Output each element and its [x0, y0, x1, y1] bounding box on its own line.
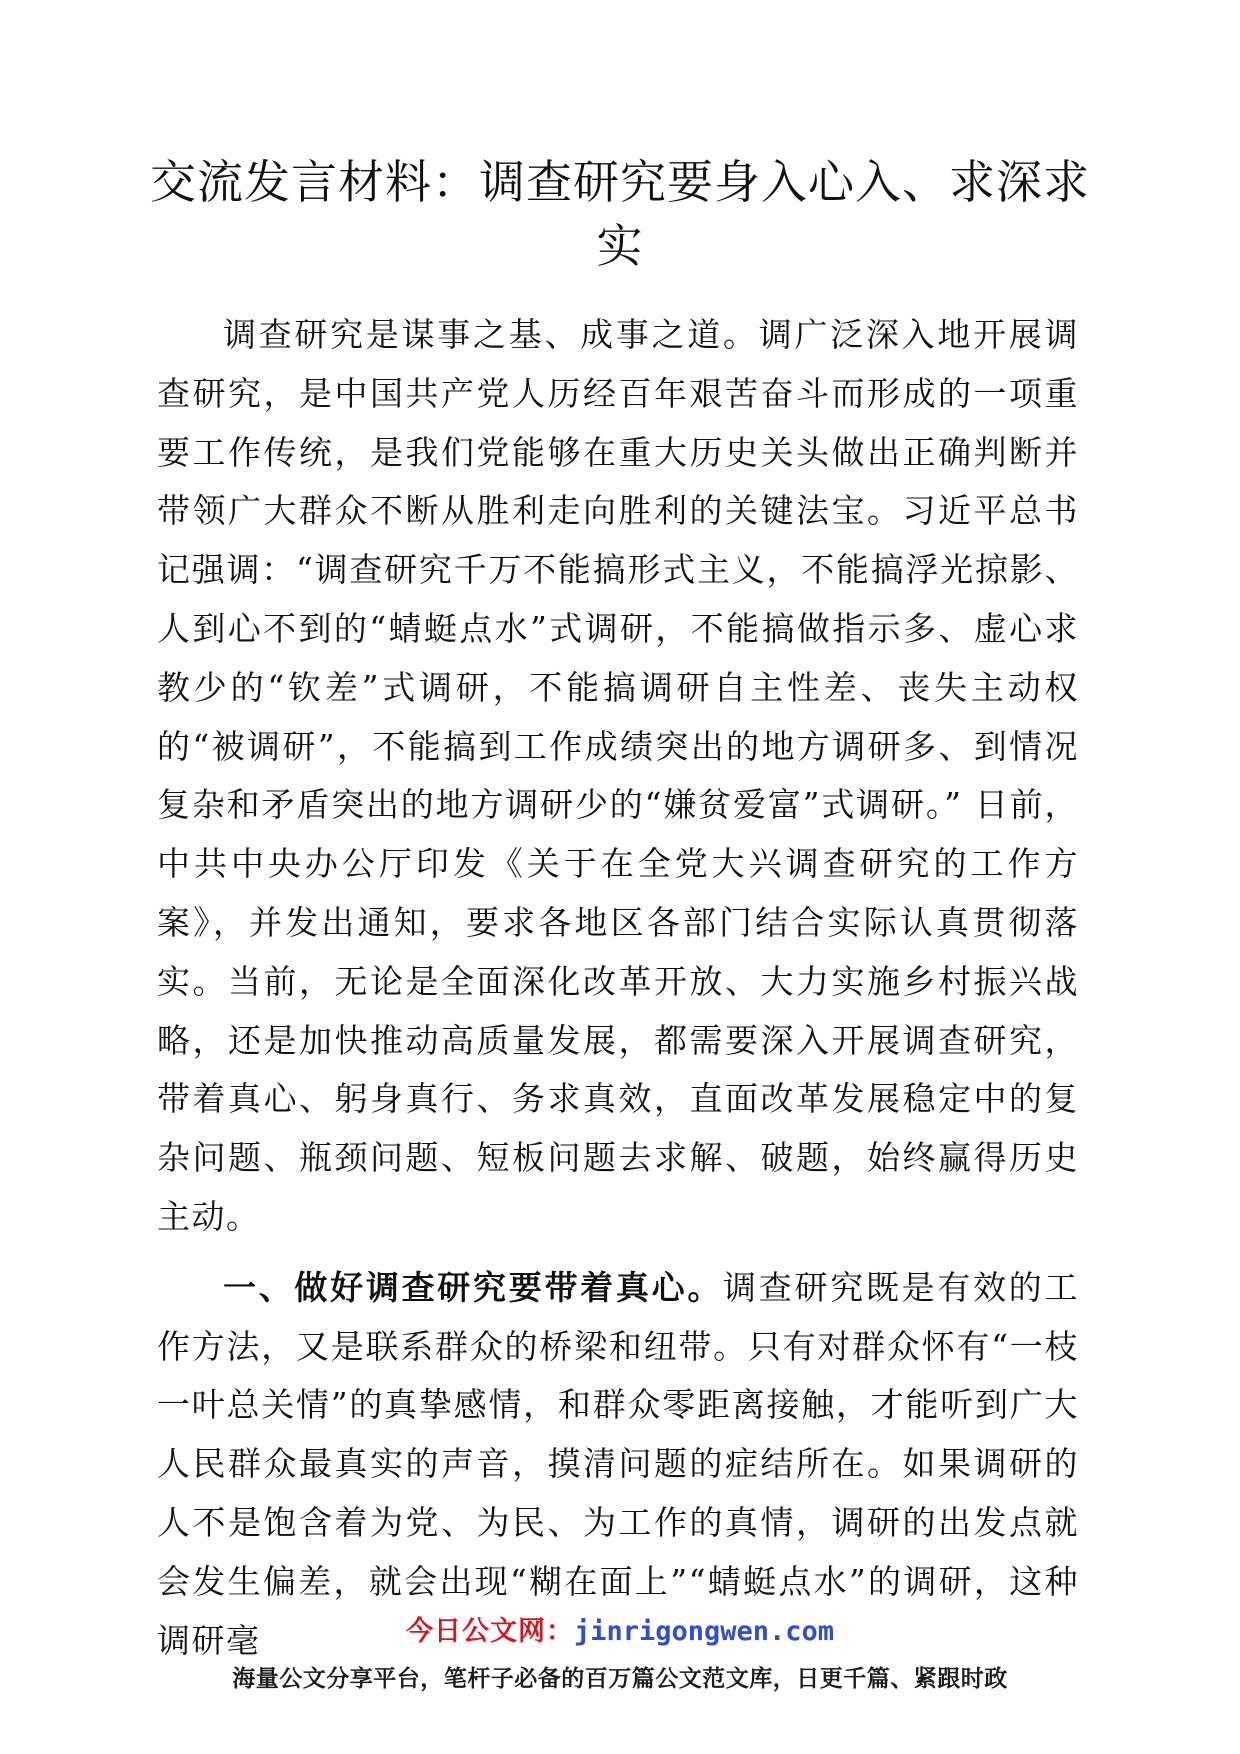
footer-site-line	[0, 1612, 1240, 1652]
footer-slogan: 海量公文分享平台，笔杆子必备的百万篇公文范文库，日更千篇、紧跟时政	[232, 1666, 1008, 1692]
section-one-text: 调查研究既是有效的工作方法，又是联系群众的桥梁和纽带。只有对群众怀有“一枝一叶总关情”的真挚感情，和群众零距离接触，才能听到广大人民群众最真实的声音，摸清问题的症结所在。如果调研的人不是饱含着为党、为民、为工作的真情，调研的出发点就会发生偏差，就会出现“糊在面上”“蜻蜓点水”的调研，这种调研毫	[157, 1267, 1080, 1660]
section-one-heading: 一、做好调查研究要带着真心。	[223, 1267, 724, 1307]
document-title: 交流发言材料：调查研究要身入心入、求深求实	[150, 155, 1090, 273]
paragraph-section-one	[157, 1259, 1079, 1671]
footer-site-name: 今日公文网：	[405, 1616, 574, 1647]
document-body	[157, 306, 1079, 1670]
footer-site-url-link[interactable]: jinrigongwen.com	[573, 1616, 835, 1647]
paragraph-intro-text: 调查研究是谋事之基、成事之道。调广泛深入地开展调查研究，是中国共产党人历经百年艰苦奋斗而形成的一项重要工作传统，是我们党能够在重大历史关头做出正确判断并带领广大群众不断从胜利走向胜利的关键法宝。习近平总书记强调：“调查研究千万不能搞形式主义，不能搞浮光掠影、人到心不到的“蜻蜓点水”式调研，不能搞做指示多、虚心求教少的“钦差”式调研，不能搞调研自主性差、丧失主动权的“被调研”，不能搞到工作成绩突出的地方调研多、到情况复杂和矛盾突出的地方调研少的“嫌贫爱富”式调研。” 日前，中共中央办公厅印发《关于在全党大兴调查研究的工作方案》，并发出通知，要求各地区各部门结合实际认真贯彻落实。当前，无论是全面深化改革开放、大力实施乡村振兴战略，还是加快推动高质量发展，都需要深入开展调查研究，带着真心、躬身真行、务求真效，直面改革发展稳定中的复杂问题、瓶颈问题、短板问题去求解、破题，始终赢得历史主动。	[157, 315, 1079, 1236]
paragraph-intro	[157, 306, 1079, 1247]
footer-banner	[0, 1612, 1240, 1696]
